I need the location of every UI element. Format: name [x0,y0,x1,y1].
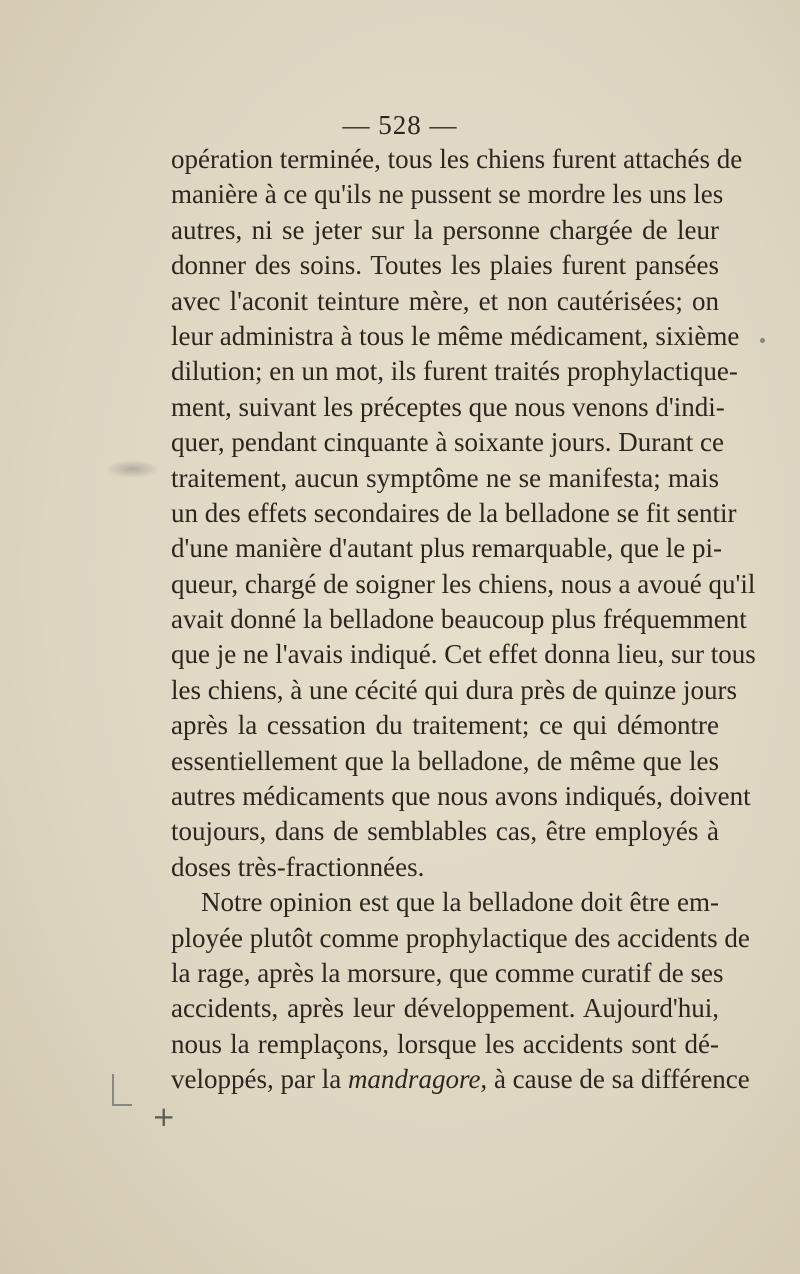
text-line: ployée plutôt comme prophylactique des accidents de [171,922,750,953]
text-line: doses très-fractionnées. [171,851,425,882]
text-line: opération terminée, tous les chiens furent attachés de [171,144,743,174]
text-line: ment, suivant les préceptes que nous venons d'indi- [171,391,725,422]
text-line: autres médicaments que nous avons indiqués, doivent [171,781,751,812]
text-line-tail: à cause de sa différence [487,1064,750,1095]
text-line: un des effets secondaires de la belladone se fit sentir [171,497,737,528]
page-number: — 528 — [342,110,458,140]
text-line: queur, chargé de soigner les chiens, nous a avoué qu'il [171,568,756,599]
body-text [171,142,756,1098]
text-line: autres, ni se jeter sur la personne chargée de leur [171,214,719,245]
text-line: d'une manière d'autant plus remarquable, que le pi- [171,533,723,564]
text-line: donner des soins. Toutes les plaies furent pansées [171,250,719,281]
text-line-head: veloppés, par la [171,1064,348,1095]
corner-bracket-mark [112,1074,132,1106]
text-line: avec l'aconit teinture mère, et non cautérisées; on [171,285,719,316]
text-line: les chiens, à une cécité qui dura près de quinze jours [171,674,738,705]
text-line: avait donné la belladone beaucoup plus fréquemment [171,604,747,635]
text-line-final [171,1062,750,1097]
text-line: traitement, aucun symptôme ne se manifesta; mais [171,462,719,493]
text-line: leur administra à tous le même médicament, sixième [171,320,740,351]
text-line: quer, pendant cinquante à soixante jours. Durant ce [171,427,724,458]
margin-smudge [105,460,160,478]
text-line: essentiellement que la belladone, de même que les [171,745,719,776]
plus-mark-icon: + [152,1100,176,1133]
text-line: manière à ce qu'ils ne pussent se mordre les uns les [171,179,724,210]
margin-dot [760,338,765,343]
text-line: que je ne l'avais indiqué. Cet effet donna lieu, sur tous [171,639,756,670]
text-line: accidents, après leur développement. Aujourd'hui, [171,993,719,1024]
text-line: toujours, dans de semblables cas, être employés à [171,816,719,847]
paragraph-start-line: Notre opinion est que la belladone doit être em- [201,887,719,918]
text-line: la rage, après la morsure, que comme curatif de ses [171,957,724,988]
text-line: nous la remplaçons, lorsque les accidents sont dé- [171,1028,719,1059]
italic-word: mandragore, [347,1064,488,1095]
text-line: après la cessation du traitement; ce qui démontre [171,710,719,741]
text-line: dilution; en un mot, ils furent traités prophylactique- [171,356,738,387]
